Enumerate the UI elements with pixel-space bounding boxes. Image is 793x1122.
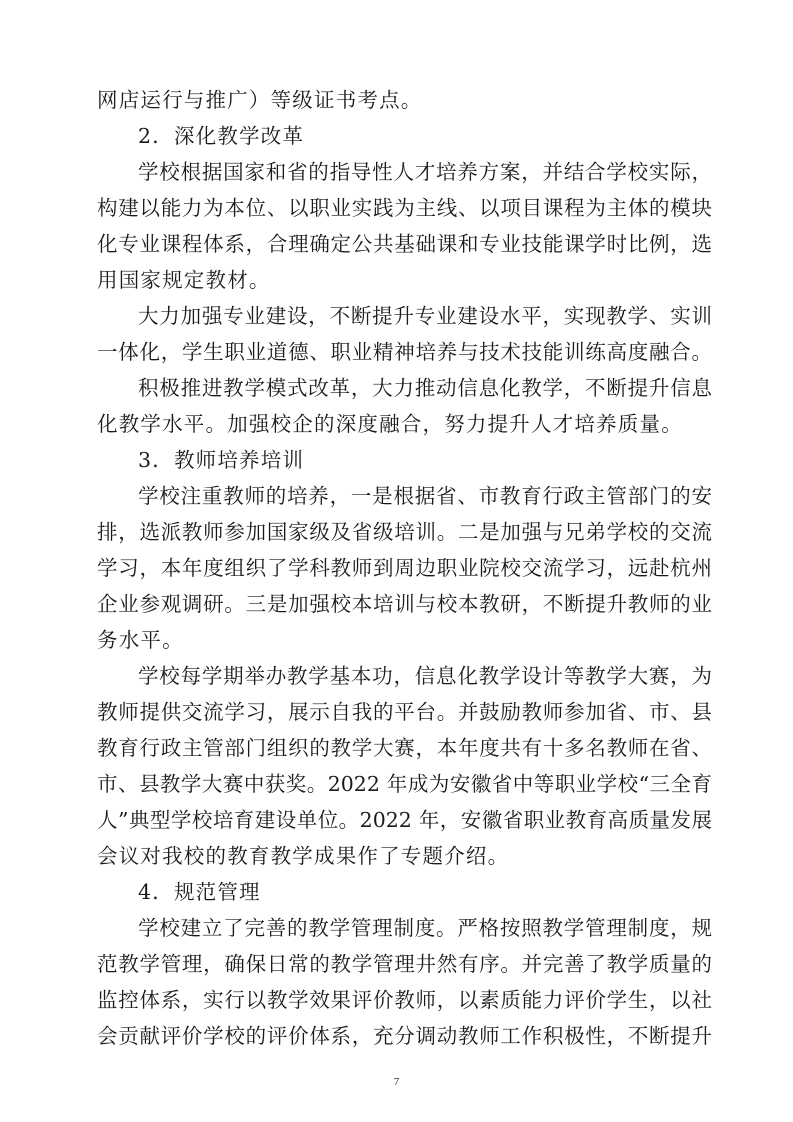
paragraph-line: 教师提供交流学习，展示自我的平台。并鼓励教师参加省、市、县 [97, 700, 712, 724]
paragraph-line: 市、县教学大赛中获奖。2022 年成为安徽省中等职业学校“三全育 [97, 772, 712, 796]
paragraph-line: 学习，本年度组织了学科教师到周边职业院校交流学习，远赴杭州 [97, 556, 712, 580]
paragraph-line: 教育行政主管部门组织的教学大赛，本年度共有十多名教师在省、 [97, 736, 712, 760]
paragraph-line: 积极推进教学模式改革，大力推动信息化教学，不断提升信息 [138, 376, 712, 400]
text-line: 网店运行与推广）等级证书考点。 [97, 88, 423, 112]
paragraph-line: 会议对我校的教育教学成果作了专题介绍。 [97, 844, 510, 868]
paragraph-line: 用国家规定教材。 [97, 268, 271, 292]
paragraph-line: 企业参观调研。三是加强校本培训与校本教研，不断提升教师的业 [97, 592, 712, 616]
paragraph-line: 构建以能力为本位、以职业实践为主线、以项目课程为主体的模块 [97, 196, 712, 220]
paragraph-line: 监控体系，实行以教学效果评价教师，以素质能力评价学生，以社 [97, 988, 712, 1012]
paragraph-line: 范教学管理，确保日常的教学管理井然有序。并完善了教学质量的 [97, 952, 712, 976]
section-heading: 3．教师培养培训 [138, 448, 305, 472]
paragraph-line: 化专业课程体系，合理确定公共基础课和专业技能课学时比例，选 [97, 232, 712, 256]
paragraph-line: 大力加强专业建设，不断提升专业建设水平，实现教学、实训 [138, 304, 712, 328]
section-heading: 2．深化教学改革 [138, 124, 305, 148]
paragraph-line: 人”典型学校培育建设单位。2022 年，安徽省职业教育高质量发展 [97, 808, 712, 832]
page-number: 7 [393, 1076, 400, 1088]
paragraph-line: 学校每学期举办教学基本功，信息化教学设计等教学大赛，为 [138, 664, 712, 688]
paragraph-line: 排，选派教师参加国家级及省级培训。二是加强与兄弟学校的交流 [97, 520, 712, 544]
paragraph-line: 学校建立了完善的教学管理制度。严格按照教学管理制度，规 [138, 916, 712, 940]
paragraph-line: 务水平。 [97, 628, 184, 652]
paragraph-line: 一体化，学生职业道德、职业精神培养与技术技能训练高度融合。 [97, 340, 712, 364]
paragraph-line: 学校注重教师的培养，一是根据省、市教育行政主管部门的安 [138, 484, 712, 508]
paragraph-line: 会贡献评价学校的评价体系，充分调动教师工作积极性，不断提升 [97, 1024, 712, 1048]
paragraph-line: 化教学水平。加强校企的深度融合，努力提升人才培养质量。 [97, 412, 683, 436]
section-heading: 4．规范管理 [138, 880, 261, 904]
paragraph-line: 学校根据国家和省的指导性人才培养方案，并结合学校实际， [138, 160, 712, 184]
